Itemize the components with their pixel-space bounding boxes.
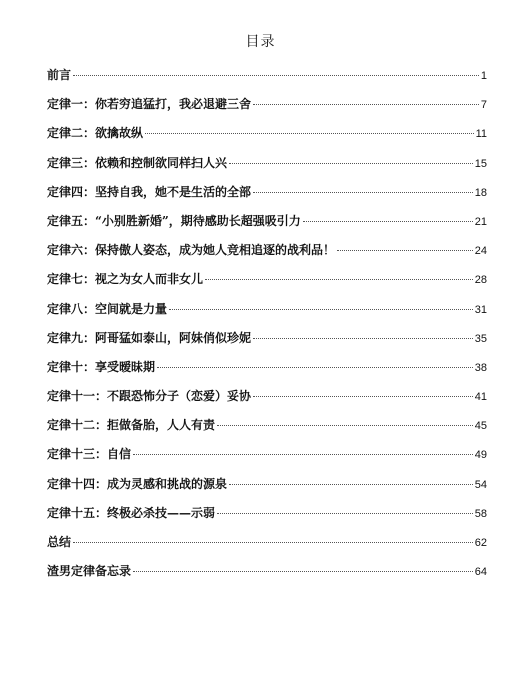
toc-entry: [47, 416, 487, 445]
toc-dot-leader: [217, 425, 473, 426]
toc-entry-page-number: 15: [474, 157, 487, 170]
toc-entry-page-number: 28: [474, 274, 487, 287]
toc-entry: [47, 387, 487, 416]
toc-entry-label: 前言: [47, 68, 72, 82]
toc-dot-leader: [253, 192, 473, 193]
toc-entry-label: 定律十三：自信: [47, 447, 132, 462]
toc-entry-page-number: 58: [474, 507, 487, 520]
toc-entry: [47, 300, 487, 329]
toc-entry: [47, 329, 487, 358]
toc-entry-label: 渣男定律备忘录: [47, 564, 132, 579]
toc-entry: [47, 95, 487, 124]
toc-entry: [47, 475, 487, 504]
toc-entry: [47, 562, 487, 591]
toc-entry-label: 定律二：欲擒故纵: [47, 126, 144, 141]
toc-entry-page-number: 64: [474, 566, 487, 579]
toc-entry: [47, 183, 487, 212]
toc-entry-page-number: 35: [474, 332, 487, 345]
toc-entry-page-number: 38: [474, 361, 487, 374]
toc-entry: [47, 154, 487, 183]
toc-dot-leader: [73, 75, 479, 76]
toc-dot-leader: [217, 513, 473, 514]
toc-dot-leader: [157, 367, 473, 368]
toc-entry: [47, 124, 487, 153]
toc-entry-label: 定律一：你若穷追猛打，我必退避三舍: [47, 97, 252, 112]
toc-dot-leader: [253, 338, 473, 339]
toc-entry: [47, 270, 487, 299]
toc-dot-leader: [205, 279, 473, 280]
toc-entry-label: 定律八：空间就是力量: [47, 301, 168, 316]
toc-dot-leader: [229, 484, 473, 485]
toc-list: [47, 66, 487, 591]
toc-entry: [47, 66, 487, 95]
toc-entry-label: 定律六：保持傲人姿态，成为她人竞相追逐的战利品！: [47, 243, 336, 258]
toc-entry-page-number: 62: [474, 537, 487, 549]
toc-title: 目录: [245, 34, 276, 50]
toc-entry-label: 定律十：享受暧昧期: [47, 359, 156, 374]
toc-dot-leader: [73, 542, 473, 543]
toc-entry-page-number: 31: [474, 303, 487, 316]
toc-entry: [47, 445, 487, 474]
toc-entry-page-number: 41: [474, 391, 487, 404]
toc-entry-label: 定律十二：拒做备胎，人人有责: [47, 418, 216, 433]
toc-entry: [47, 358, 487, 387]
toc-entry-page-number: 45: [474, 420, 487, 433]
toc-entry: [47, 533, 487, 562]
toc-dot-leader: [133, 571, 473, 572]
toc-entry: [47, 241, 487, 270]
toc-entry-label: 定律十五：终极必杀技——示弱: [47, 505, 216, 520]
toc-entry-label: 定律九：阿哥猛如泰山，阿妹俏似珍妮: [47, 330, 252, 345]
toc-entry-label: 定律七：视之为女人而非女儿: [47, 272, 204, 287]
toc-entry-page-number: 24: [474, 245, 487, 258]
toc-dot-leader: [337, 250, 473, 251]
toc-entry-page-number: 18: [474, 186, 487, 199]
toc-entry-label: 定律五：“小别胜新婚”，期待感助长超强吸引力: [47, 213, 301, 228]
toc-entry-page-number: 11: [475, 128, 487, 141]
toc-entry-page-number: 49: [474, 449, 487, 462]
toc-entry-label: 定律四：坚持自我，她不是生活的全部: [47, 184, 252, 199]
toc-entry-label: 总结: [47, 535, 72, 549]
toc-entry: [47, 504, 487, 533]
toc-entry-page-number: 1: [480, 70, 487, 82]
toc-dot-leader: [145, 133, 474, 134]
toc-entry-page-number: 54: [474, 478, 487, 491]
toc-dot-leader: [169, 309, 473, 310]
toc-dot-leader: [133, 454, 473, 455]
toc-dot-leader: [229, 163, 473, 164]
toc-dot-leader: [253, 396, 473, 397]
toc-dot-leader: [303, 221, 473, 222]
toc-dot-leader: [253, 104, 479, 105]
toc-entry-page-number: 7: [480, 99, 487, 112]
toc-entry-page-number: 21: [474, 215, 487, 228]
toc-entry: [47, 212, 487, 241]
toc-entry-label: 定律十四：成为灵感和挑战的源泉: [47, 476, 228, 491]
toc-entry-label: 定律三：依赖和控制欲同样扫人兴: [47, 155, 228, 170]
toc-entry-label: 定律十一：不跟恐怖分子（恋爱）妥协: [47, 389, 252, 404]
